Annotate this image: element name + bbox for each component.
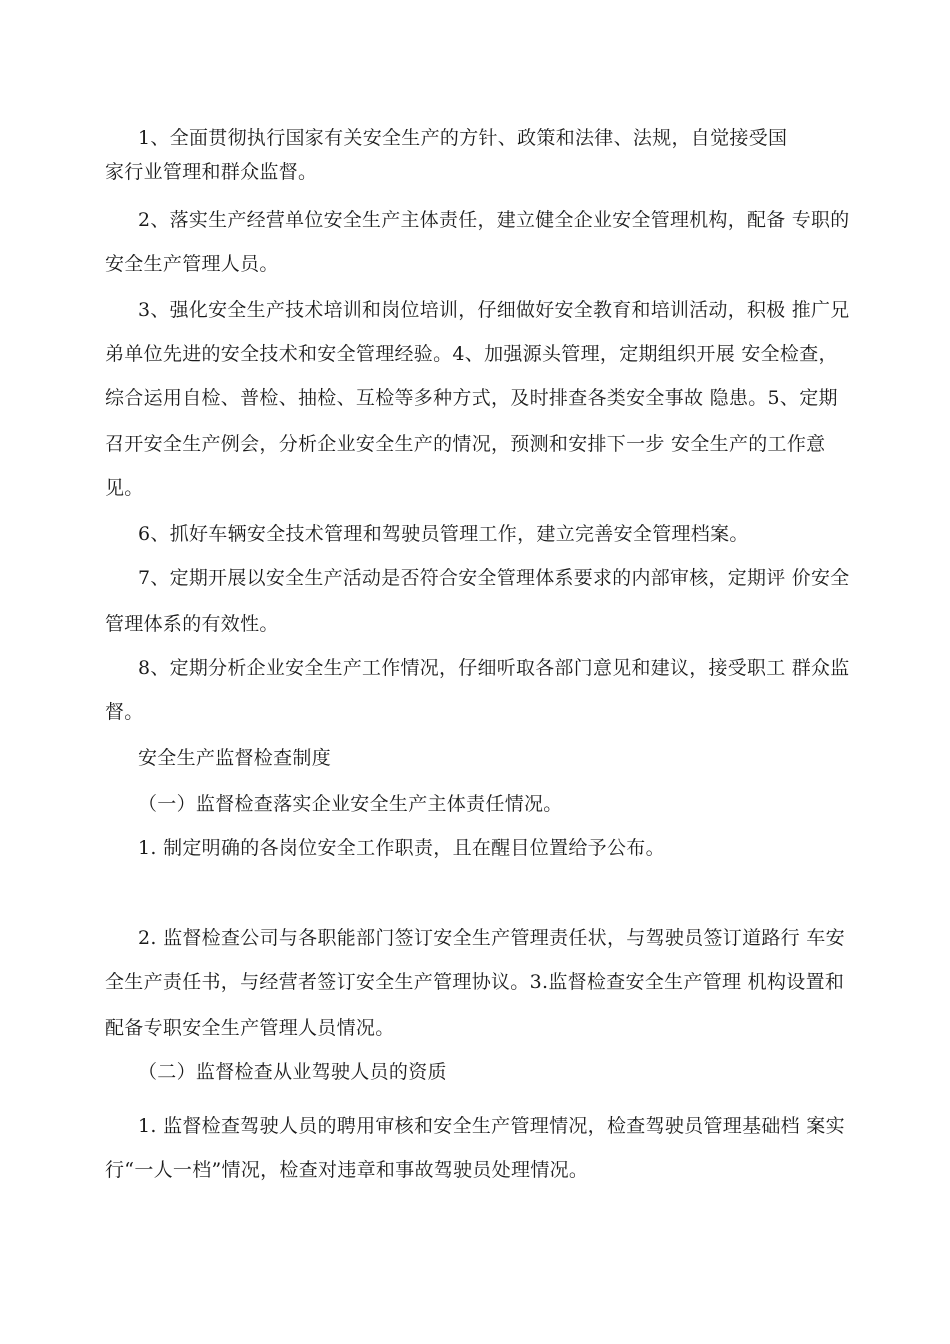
section-2-title: （二）监督检查从业驾驶人员的资质 [138,1061,447,1083]
paragraph-3-line-5: 见。 [105,477,144,499]
section-1-item-1: 1. 制定明确的各岗位安全工作职责，且在醒目位置给予公布。 [138,837,665,859]
paragraph-3-line-4: 召开安全生产例会，分析企业安全生产的情况，预测和安排下一步 安全生产的工作意 [105,433,826,455]
paragraph-3-line-2: 弟单位先进的安全技术和安全管理经验。4、加强源头管理，定期组织开展 安全检查， [105,343,838,365]
section-1-item-2-line-1: 2. 监督检查公司与各职能部门签订安全生产管理责任状，与驾驶员签订道路行 车安 [138,927,845,949]
paragraph-6-line-1: 8、定期分析企业安全生产工作情况，仔细听取各部门意见和建议，接受职工 群众监 [138,657,850,679]
section-1-title: （一）监督检查落实企业安全生产主体责任情况。 [138,793,563,815]
paragraph-3-line-1: 3、强化安全生产技术培训和岗位培训，仔细做好安全教育和培训活动，积极 推广兄 [138,299,850,321]
paragraph-1-line-1: 1、全面贯彻执行国家有关安全生产的方针、政策和法律、法规，自觉接受国 [138,127,788,149]
section-2-item-1-line-1: 1. 监督检查驾驶人员的聘用审核和安全生产管理情况，检查驾驶员管理基础档 案实 [138,1115,845,1137]
paragraph-2-line-2: 安全生产管理人员。 [105,253,279,275]
section-1-item-2-line-2: 全生产责任书，与经营者签订安全生产管理协议。3.监督检查安全生产管理 机构设置和 [105,971,845,993]
paragraph-3-line-3: 综合运用自检、普检、抽检、互检等多种方式，及时排查各类安全事故 隐患。5、定期 [105,387,838,409]
section-heading: 安全生产监督检查制度 [138,747,332,769]
paragraph-4-line-1: 6、抓好车辆安全技术管理和驾驶员管理工作，建立完善安全管理档案。 [138,523,749,545]
paragraph-1-line-2: 家行业管理和群众监督。 [105,161,318,183]
section-2-item-1-line-2: 行“一人一档”情况，检查对违章和事故驾驶员处理情况。 [105,1159,589,1181]
section-1-item-2-line-3: 配备专职安全生产管理人员情况。 [105,1017,395,1039]
paragraph-2-line-1: 2、落实生产经营单位安全生产主体责任，建立健全企业安全管理机构，配备 专职的 [138,209,850,231]
paragraph-5-line-1: 7、定期开展以安全生产活动是否符合安全管理体系要求的内部审核，定期评 价安全 [138,567,850,589]
paragraph-6-line-2: 督。 [105,701,144,723]
paragraph-5-line-2: 管理体系的有效性。 [105,613,279,635]
